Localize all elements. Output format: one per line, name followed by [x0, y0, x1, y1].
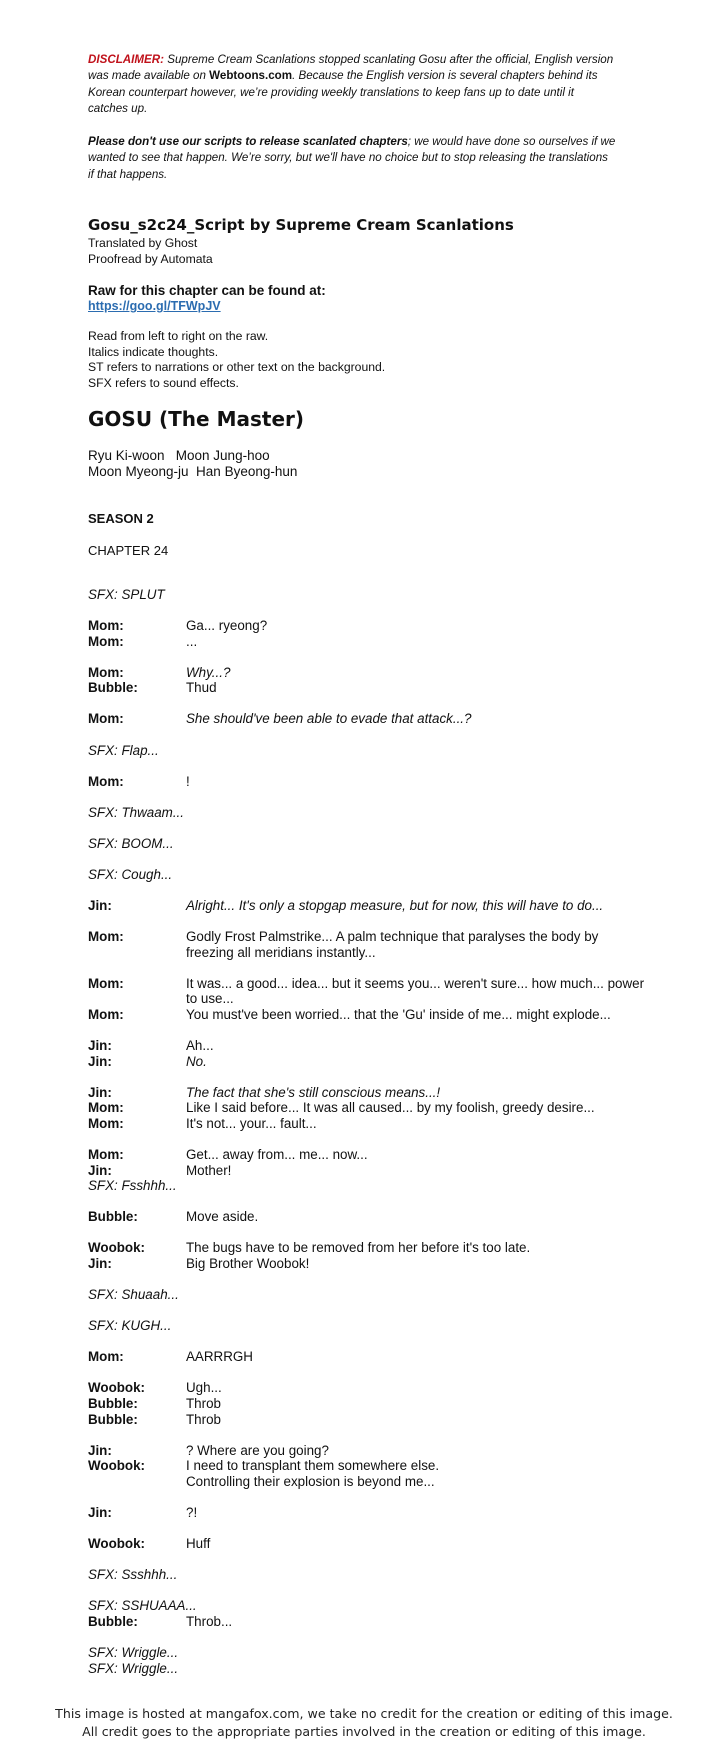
sfx-text: SFX: Ssshhh...: [88, 1567, 178, 1583]
line-spacer: [88, 1272, 678, 1288]
line-spacer: [88, 820, 678, 836]
dialogue-text: Ah...: [186, 1038, 214, 1054]
character-list: [88, 448, 297, 479]
sfx-line: [88, 805, 678, 821]
disclaimer-text: if that happens.: [88, 167, 168, 181]
speaker-name: Bubble:: [88, 1396, 138, 1411]
sfx-line: [88, 1178, 678, 1194]
dialogue-text: The bugs have to be removed from her before it's too late.: [186, 1240, 531, 1256]
dialogue-line: [88, 929, 678, 945]
dialogue-line: [88, 1443, 678, 1459]
translator-credit: Translated by Ghost: [88, 236, 198, 250]
disclaimer-text: ; we would have done so ourselves if we: [407, 135, 616, 148]
line-spacer: [88, 1629, 678, 1645]
line-spacer: [88, 1365, 678, 1381]
line-spacer: [88, 1194, 678, 1210]
dialogue-line: [88, 665, 678, 681]
proofreader-credit: Proofread by Automata: [88, 252, 213, 266]
dialogue-text: The fact that she's still conscious means...!: [186, 1084, 441, 1100]
dialogue-line: [88, 711, 678, 727]
dialogue-line: [88, 1116, 678, 1132]
sfx-line: [88, 867, 678, 883]
sfx-line: [88, 1567, 678, 1583]
speaker-name: Bubble:: [88, 680, 138, 696]
season-label: SEASON 2: [88, 511, 154, 526]
dialogue-text: Move aside.: [186, 1209, 259, 1225]
line-spacer: [88, 914, 678, 930]
note-line: Italics indicate thoughts.: [88, 344, 219, 359]
dialogue-text: Huff: [186, 1536, 211, 1552]
disclaimer-warning: Please don't use our scripts to release scanlated chapters: [88, 135, 408, 148]
dialogue-line: [88, 991, 678, 1007]
dialogue-line: [88, 1505, 678, 1521]
dialogue-line: [88, 1007, 678, 1023]
footer-line: All credit goes to the appropriate parties involved in the creation or editing of this image.: [82, 1724, 646, 1739]
line-spacer: [88, 789, 678, 805]
dialogue-text: to use...: [186, 991, 234, 1007]
line-spacer: [88, 1225, 678, 1241]
dialogue-text: Alright... It's only a stopgap measure, but for now, this will have to do...: [186, 898, 604, 914]
script-title: Gosu_s2c24_Script by Supreme Cream Scanlations: [88, 216, 514, 234]
line-spacer: [88, 758, 678, 774]
dialogue-text: Throb: [186, 1411, 221, 1427]
dialogue-text: Mother!: [186, 1162, 232, 1178]
dialogue-text: It was... a good... idea... but it seems you... weren't sure... how much... power: [186, 975, 645, 991]
speaker-name: Mom:: [88, 1100, 124, 1116]
webtoons-site-name: Webtoons.com: [209, 69, 293, 83]
speaker-name: Jin:: [88, 1162, 112, 1178]
line-spacer: [88, 1132, 678, 1148]
speaker-name: Woobok:: [88, 1380, 146, 1396]
dialogue-line: [88, 1614, 678, 1630]
dialogue-line: [88, 1349, 678, 1365]
dialogue-line: [88, 618, 678, 634]
dialogue-text: Ga... ryeong?: [186, 618, 268, 634]
speaker-name: Jin:: [88, 1084, 112, 1100]
character-line: Moon Myeong-ju Han Byeong-hun: [88, 463, 298, 479]
dialogue-line: [88, 1054, 678, 1070]
dialogue-text: You must've been worried... that the 'Gu' inside of me... might explode...: [186, 1007, 611, 1022]
disclaimer-paragraph-1: [88, 52, 658, 118]
dialogue-line: [88, 945, 678, 961]
line-spacer: [88, 696, 678, 712]
speaker-name: Mom:: [88, 618, 124, 634]
dialogue-line: [88, 1474, 678, 1490]
script-body: [88, 587, 678, 1676]
sfx-line: [88, 1318, 678, 1334]
speaker-name: Woobok:: [88, 1458, 146, 1474]
dialogue-line: [88, 1147, 678, 1163]
sfx-line: [88, 587, 678, 603]
line-spacer: [88, 883, 678, 899]
speaker-name: Mom:: [88, 975, 124, 991]
character-line: Ryu Ki-woon Moon Jung-hoo: [88, 448, 270, 463]
disclaimer-text: was made available on: [88, 69, 210, 83]
sfx-text: SFX: Shuaah...: [88, 1287, 179, 1303]
sfx-text: SFX: SPLUT: [88, 587, 165, 602]
line-spacer: [88, 1427, 678, 1443]
speaker-name: Jin:: [88, 898, 112, 914]
raw-link[interactable]: https://goo.gl/TFWpJV: [88, 299, 221, 313]
line-spacer: [88, 851, 678, 867]
dialogue-text: !: [186, 773, 190, 789]
speaker-name: Jin:: [88, 1256, 112, 1272]
line-spacer: [88, 1069, 678, 1085]
sfx-line: [88, 1661, 678, 1677]
speaker-name: Mom:: [88, 929, 124, 945]
dialogue-text: I need to transplant them somewhere else.: [186, 1458, 440, 1474]
dialogue-line: [88, 976, 678, 992]
speaker-name: Jin:: [88, 1504, 112, 1520]
dialogue-line: [88, 1256, 678, 1272]
dialogue-line: [88, 634, 678, 650]
dialogue-text: ...: [186, 633, 198, 649]
dialogue-text: Godly Frost Palmstrike... A palm technique that paralyses the body by: [186, 929, 599, 945]
speaker-name: Mom:: [88, 1007, 124, 1022]
disclaimer-paragraph-2: [88, 134, 658, 183]
dialogue-line: [88, 898, 678, 914]
dialogue-text: ?!: [186, 1504, 198, 1520]
speaker-name: Woobok:: [88, 1240, 146, 1256]
line-spacer: [88, 1023, 678, 1039]
dialogue-text: AARRRGH: [186, 1349, 253, 1365]
disclaimer-text: Supreme Cream Scanlations stopped scanlating Gosu after the official, English version: [164, 53, 614, 66]
dialogue-text: No.: [186, 1053, 207, 1069]
sfx-line: [88, 836, 678, 852]
dialogue-text: freezing all meridians instantly...: [186, 944, 376, 960]
dialogue-text: Thud: [186, 680, 217, 696]
speaker-name: Mom:: [88, 1115, 124, 1131]
disclaimer-text: Korean counterpart however, we’re providing weekly translations to keep fans up to date until it: [88, 85, 574, 99]
sfx-text: SFX: BOOM...: [88, 835, 174, 851]
speaker-name: Mom:: [88, 773, 124, 789]
dialogue-line: [88, 1209, 678, 1225]
speaker-name: Mom:: [88, 664, 124, 680]
speaker-name: Mom:: [88, 1147, 124, 1163]
speaker-name: Jin:: [88, 1053, 112, 1069]
note-line: SFX refers to sound effects.: [88, 375, 239, 390]
sfx-line: [88, 743, 678, 759]
speaker-name: Mom:: [88, 633, 124, 649]
dialogue-line: [88, 774, 678, 790]
dialogue-text: Get... away from... me... now...: [186, 1147, 368, 1163]
sfx-line: [88, 1645, 678, 1661]
speaker-name: Bubble:: [88, 1209, 138, 1225]
footer-line: This image is hosted at mangafox.com, we take no credit for the creation or editing of this image.: [55, 1706, 673, 1721]
disclaimer-text: wanted to see that happen. We’re sorry, but we'll have no choice but to stop releasing the translations: [88, 151, 608, 165]
dialogue-line: [88, 1412, 678, 1428]
sfx-text: SFX: Wriggle...: [88, 1660, 179, 1676]
line-spacer: [88, 1521, 678, 1537]
dialogue-text: Controlling their explosion is beyond me...: [186, 1473, 435, 1489]
speaker-name: Mom:: [88, 711, 124, 727]
hosting-footer: [0, 1705, 728, 1741]
dialogue-line: [88, 1100, 678, 1116]
speaker-name: Bubble:: [88, 1411, 138, 1427]
reading-notes: [88, 329, 385, 391]
speaker-name: Bubble:: [88, 1613, 138, 1629]
dialogue-text: ? Where are you going?: [186, 1442, 329, 1458]
sfx-text: SFX: Fsshhh...: [88, 1178, 177, 1194]
dialogue-line: [88, 1085, 678, 1101]
dialogue-line: [88, 1396, 678, 1412]
line-spacer: [88, 1489, 678, 1505]
sfx-text: SFX: Wriggle...: [88, 1644, 179, 1660]
speaker-name: Mom:: [88, 1349, 124, 1365]
note-line: ST refers to narrations or other text on the background.: [88, 360, 386, 375]
dialogue-line: [88, 1163, 678, 1179]
dialogue-text: Why...?: [186, 664, 231, 680]
disclaimer-text: catches up.: [88, 102, 148, 116]
line-spacer: [88, 1334, 678, 1350]
sfx-text: SFX: SSHUAAA...: [88, 1598, 197, 1614]
speaker-name: Jin:: [88, 1038, 112, 1054]
sfx-text: SFX: Flap...: [88, 742, 159, 758]
note-line: Read from left to right on the raw.: [88, 329, 269, 343]
sfx-text: SFX: KUGH...: [88, 1318, 172, 1334]
dialogue-text: Like I said before... It was all caused... by my foolish, greedy desire...: [186, 1100, 595, 1116]
dialogue-line: [88, 1536, 678, 1552]
sfx-line: [88, 1287, 678, 1303]
dialogue-line: [88, 1458, 678, 1474]
dialogue-line: [88, 680, 678, 696]
line-spacer: [88, 649, 678, 665]
line-spacer: [88, 1303, 678, 1319]
line-spacer: [88, 960, 678, 976]
dialogue-text: It's not... your... fault...: [186, 1115, 317, 1131]
dialogue-text: Throb: [186, 1396, 221, 1411]
dialogue-line: [88, 1038, 678, 1054]
line-spacer: [88, 1552, 678, 1568]
dialogue-line: [88, 1380, 678, 1396]
series-title: GOSU (The Master): [88, 407, 305, 431]
dialogue-text: She should've been able to evade that attack...?: [186, 711, 472, 727]
dialogue-line: [88, 1240, 678, 1256]
disclaimer-text: . Because the English version is several chapters behind its: [292, 69, 598, 83]
line-spacer: [88, 727, 678, 743]
line-spacer: [88, 603, 678, 619]
disclaimer-label: DISCLAIMER:: [88, 53, 164, 66]
chapter-label: CHAPTER 24: [88, 543, 169, 558]
sfx-line: [88, 1598, 678, 1614]
line-spacer: [88, 1583, 678, 1599]
sfx-text: SFX: Cough...: [88, 866, 173, 882]
dialogue-text: Throb...: [186, 1613, 233, 1629]
speaker-name: Woobok:: [88, 1536, 146, 1552]
dialogue-text: Ugh...: [186, 1380, 222, 1396]
sfx-text: SFX: Thwaam...: [88, 804, 184, 820]
speaker-name: Jin:: [88, 1442, 112, 1458]
dialogue-text: Big Brother Woobok!: [186, 1256, 310, 1272]
raw-heading: Raw for this chapter can be found at:: [88, 283, 326, 298]
